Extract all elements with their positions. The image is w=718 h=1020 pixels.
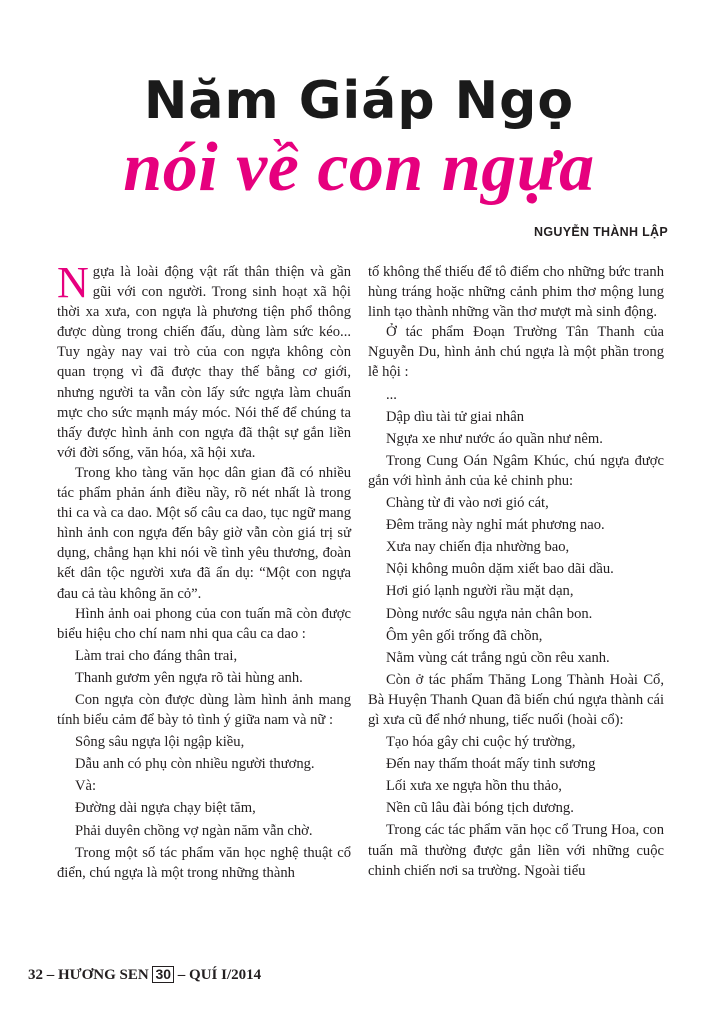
paragraph-text: Chàng từ đi vào nơi gió cát, [386,495,549,512]
poem-verse-line [57,646,351,666]
paragraph-text: Thanh gươm yên ngựa rõ tài hùng anh. [75,669,303,686]
paragraph-text: Đường dài ngựa chạy biệt tăm, [75,800,256,817]
paragraph-text: ... [386,386,397,403]
footer-dash: – [46,967,55,983]
paragraph-text: Lối xưa xe ngựa hồn thu thảo, [386,778,562,795]
poem-verse-line [368,754,664,774]
poem-verse-line [57,754,351,774]
paragraph-text: gựa là loài động vật rất thân thiện và gần gũi với con người. Trong sinh hoạt xã hội thời xa xưa, con ngựa là phương tiện phổ thông được dùng trong chiến đấu, dùng làm sức kéo... Tuy ngày nay vai trò của con ngựa không còn quan trọng vì đã được thay thế bằng cơ giới, nhưng người ta vẫn còn lấy sức ngựa làm chuẩn mực cho sức mạnh máy móc. Nói thế để chúng ta thấy được hình ảnh con ngựa đã thật sự gắn liền với đời sống, văn hóa, xã hội xưa. [57,264,351,461]
issue-number-badge: 30 [152,966,174,983]
paragraph-text: Nằm vùng cát trắng ngủ cồn rêu xanh. [386,649,610,666]
article-paragraph [368,820,664,880]
poem-verse-line [57,821,351,841]
paragraph-text: Ngựa xe như nước áo quần như nêm. [386,430,603,447]
paragraph-text: Tạo hóa gây chi cuộc hý trường, [386,734,576,751]
paragraph-text: Đến nay thấm thoát mấy tinh sương [386,756,596,773]
poem-verse-line [368,385,664,405]
article-paragraph [57,258,351,463]
poem-verse-line [368,604,664,624]
article-paragraph [368,670,664,730]
poem-verse-line [368,798,664,818]
paragraph-text: Còn ở tác phẩm Thăng Long Thành Hoài Cổ, Bà Huyện Thanh Quan đã biến chú ngựa thành cái gì xưa cũ để nhớ nhung, tiếc nuối (hoài cổ): [368,671,664,728]
footer-dash: – [177,967,186,983]
paragraph-text: Trong một số tác phẩm văn học nghệ thuật cổ điển, chú ngựa là một trong những thành [57,844,351,881]
article-paragraph [57,690,351,730]
paragraph-text: Hình ảnh oai phong của con tuấn mã còn được biểu hiệu cho chí nam nhi qua câu ca dao : [57,605,351,642]
article-paragraph [368,451,664,491]
paragraph-text: Nền cũ lâu đài bóng tịch dương. [386,800,574,817]
page-footer [28,966,261,984]
poem-verse-line [368,537,664,557]
article-paragraph [57,463,351,604]
paragraph-text: Trong Cung Oán Ngâm Khúc, chú ngựa được gắn với hình ảnh của kẻ chinh phu: [368,452,664,489]
poem-verse-line [368,407,664,427]
drop-cap: N [57,258,89,307]
paragraph-text: Đêm trăng này nghỉ mát phương nao. [386,517,605,534]
paragraph-text: Dẫu anh có phụ còn nhiều người thương. [75,756,315,773]
poem-verse-line [368,493,664,513]
poem-verse-line [368,626,664,646]
paragraph-text: Và: [75,778,97,795]
poem-verse-line [368,648,664,668]
paragraph-text: Ôm yên gối trống đã chồn, [386,627,543,644]
paragraph-text: Hơi gió lạnh người rầu mặt dạn, [386,583,574,600]
paragraph-text: Dòng nước sâu ngựa nản chân bon. [386,605,593,622]
issue-period: QUÍ I/2014 [189,967,262,983]
paragraph-text: Trong các tác phẩm văn học cổ Trung Hoa, con tuấn mã thường được gắn liền với những cuộc chinh chiến nơi sa trường. Ngoài tiểu [368,822,664,879]
paragraph-text: Nội không muôn dặm xiết bao dãi dầu. [386,561,614,578]
article-title-line-2: nói về con ngựa [123,129,595,206]
paragraph-text: Ở tác phẩm Đoạn Trường Tân Thanh của Nguyễn Du, hình ảnh chú ngựa là một phần trong lễ hội : [368,324,664,381]
poem-verse-line [368,429,664,449]
paragraph-text: Làm trai cho đáng thân trai, [75,647,238,664]
paragraph-text: Trong kho tàng văn học dân gian đã có nhiều tác phẩm phản ánh điều nầy, rõ nét nhất là trong thi ca và ca dao. Một số câu ca dao, tục ngữ mang hình ảnh con ngựa đến bây giờ vẫn còn giá trị sử dụng, chẳng hạn khi nói về tình yêu thương, đoàn kết dân tộc người xưa đã ẩn dụ: “Một con ngựa đau cả tàu không ăn cỏ”. [57,464,351,602]
poem-verse-line [368,559,664,579]
author-byline: NGUYỄN THÀNH LẬP [534,225,668,239]
article-paragraph [57,604,351,644]
article-column-right [368,262,664,881]
poem-verse-line [368,515,664,535]
poem-verse-line [368,581,664,601]
paragraph-text: Sông sâu ngựa lội ngập kiều, [75,734,245,751]
article-title-line-1: Năm Giáp Ngọ [143,71,575,131]
article-paragraph [57,843,351,883]
poem-verse-line [57,798,351,818]
poem-verse-line [368,776,664,796]
article-column-left [57,258,351,883]
paragraph-text: tố không thể thiếu để tô điểm cho những bức tranh hùng tráng hoặc những cảnh phim thơ mộng lung linh tạo thành những vần thơ mượt mà sinh động. [368,264,664,321]
magazine-name: HƯƠNG SEN [58,967,149,983]
page-number: 32 [28,967,43,983]
paragraph-text: Dập dìu tài tử giai nhân [386,408,525,425]
article-paragraph [368,262,664,322]
poem-verse-line [57,776,351,796]
poem-verse-line [57,732,351,752]
poem-verse-line [368,732,664,752]
paragraph-text: Phải duyên chồng vợ ngàn năm vẫn chờ. [75,822,313,839]
article-paragraph [368,322,664,382]
poem-verse-line [57,668,351,688]
paragraph-text: Xưa nay chiến địa nhường bao, [386,539,570,556]
paragraph-text: Con ngựa còn được dùng làm hình ảnh mang tính biểu cảm để bày tỏ tình ý giữa nam và nữ : [57,691,351,729]
